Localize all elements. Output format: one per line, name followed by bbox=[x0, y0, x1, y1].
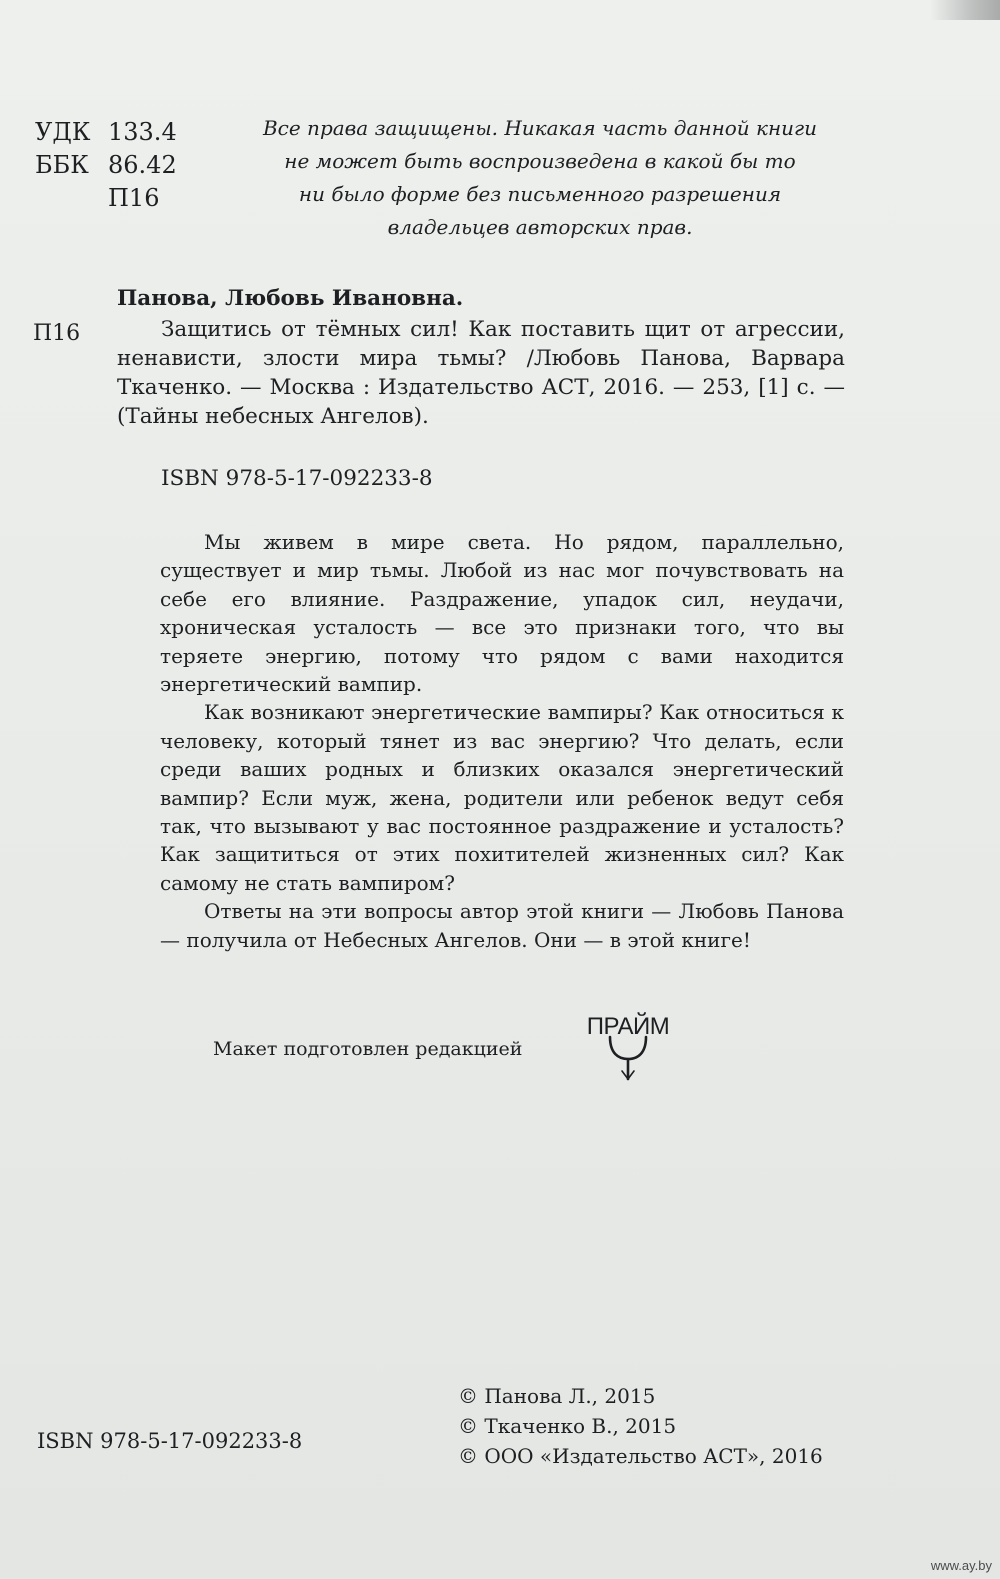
bbk-value: 86.42 bbox=[108, 151, 177, 179]
page-corner-shadow bbox=[930, 0, 1000, 20]
copyright-block bbox=[458, 1381, 823, 1471]
psi-icon bbox=[606, 1035, 650, 1081]
prepared-by-line: Макет подготовлен редакцией bbox=[213, 1038, 523, 1060]
rights-line: владельцев авторских прав. bbox=[387, 215, 693, 239]
isbn-bottom: ISBN 978-5-17-092233-8 bbox=[37, 1429, 303, 1453]
rights-line: ни было форме без письменного разрешения bbox=[298, 182, 782, 206]
publisher-logo-text: ПРАЙМ bbox=[586, 1013, 670, 1040]
bibliography-mark: П16 bbox=[33, 321, 81, 346]
bibliography-isbn: ISBN 978-5-17-092233-8 bbox=[161, 466, 433, 491]
udk-value: 133.4 bbox=[108, 118, 177, 146]
watermark: www.ay.by bbox=[930, 1558, 992, 1573]
rights-notice bbox=[215, 112, 865, 244]
rights-line: не может быть воспроизведена в какой бы то bbox=[284, 149, 796, 173]
author-mark: П16 bbox=[108, 184, 160, 212]
copyright-line: © Ткаченко В., 2015 bbox=[458, 1414, 677, 1438]
annotation bbox=[160, 528, 844, 954]
udk-row bbox=[35, 116, 177, 149]
copyright-line: © ООО «Издательство АСТ», 2016 bbox=[458, 1444, 823, 1468]
bibliography-entry: Защитись от тёмных сил! Как поставить щит от агрессии, ненависти, злости мира тьмы? /Любовь Панова, Варвара Ткаченко. — Москва : Издательство АСТ, 2016. — 253, [1] c. — (Тайны небесных Ангелов). bbox=[117, 317, 845, 429]
annotation-paragraph: Мы живем в мире света. Но рядом, параллельно, существует и мир тьмы. Любой из нас мог почувствовать на себе его влияние. Раздражение, упадок сил, неудачи, хроническая усталость — все это признаки того, что вы теряете энергию, потому что рядом с вами находится энергетический вампир. bbox=[160, 530, 844, 697]
rights-line: Все права защищены. Никакая часть данной книги bbox=[262, 116, 818, 140]
publisher-logo bbox=[578, 1013, 678, 1083]
classification-codes bbox=[35, 116, 177, 215]
bibliography-author: Панова, Любовь Ивановна. bbox=[117, 286, 464, 311]
annotation-paragraph: Как возникают энергетические вампиры? Как относиться к человеку, который тянет из вас энергию? Что делать, если среди ваших родных и близких оказался энергетический вампир? Если муж, жена, родители или ребенок ведут себя так, что вызывают у вас постоянное раздражение и усталость? Как защититься от этих похитителей жизненных сил? Как самому не стать вампиром? bbox=[160, 700, 844, 895]
copyright-line: © Панова Л., 2015 bbox=[458, 1384, 656, 1408]
bbk-row bbox=[35, 149, 177, 182]
udk-label: УДК bbox=[35, 118, 91, 146]
bbk-label: ББК bbox=[35, 151, 89, 179]
annotation-paragraph: Ответы на эти вопросы автор этой книги — Любовь Панова — получила от Небесных Ангелов. Они — в этой книге! bbox=[160, 899, 844, 952]
